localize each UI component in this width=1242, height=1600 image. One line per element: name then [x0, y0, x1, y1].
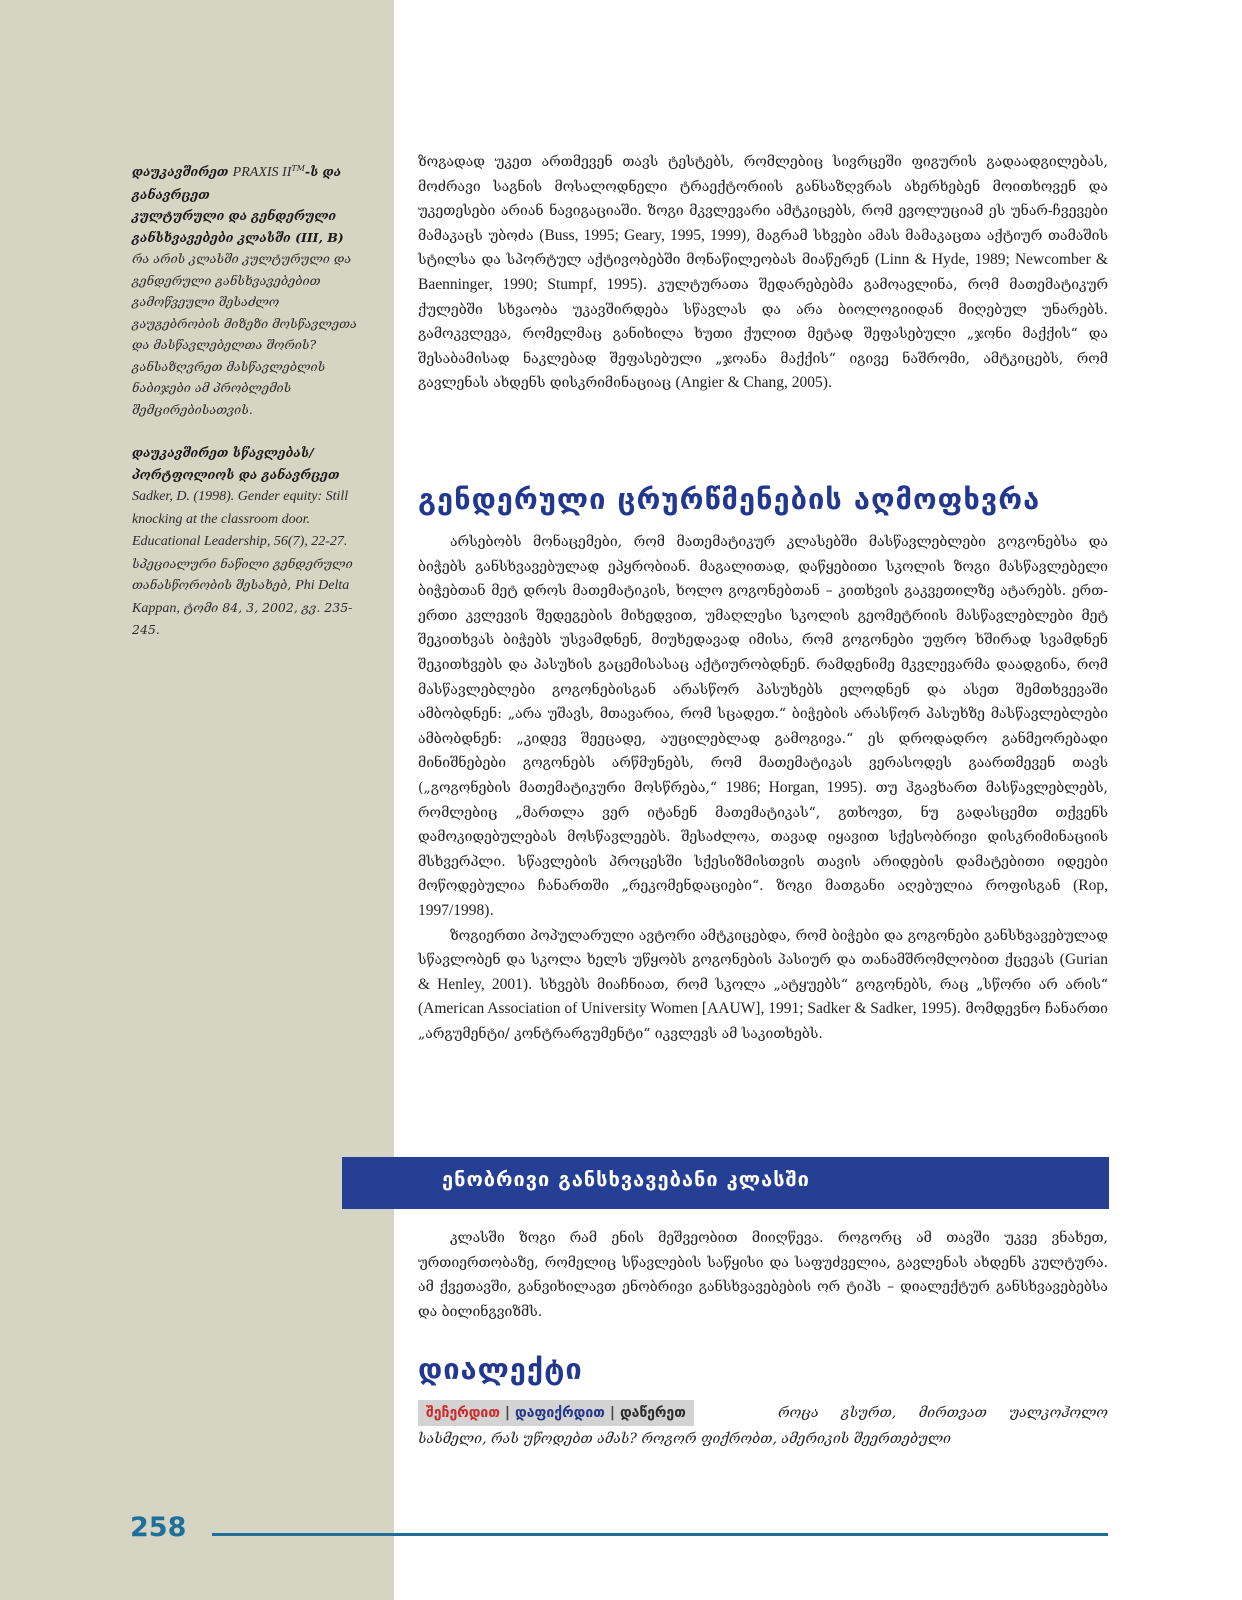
- reflection-prompt-text: როცა გსურთ, მირთვათ უალკოჰოლო სასმელი, რას უწოდებთ ამას? როგორ ფიქრობთ, ამერიკის შეერთებული: [418, 1405, 1108, 1447]
- citation: (Angier & Chang, 2005): [675, 374, 828, 392]
- sidebar-note-praxis: [132, 158, 370, 420]
- citation: (Buss, 1995; Geary, 1995, 1999): [539, 226, 747, 244]
- banner-title: ენობრივი განსხვავებანი კლასში: [442, 1167, 810, 1191]
- citation: (Gurian & Henley, 2001): [418, 951, 1108, 993]
- body-text: ზოგიერთი პოპულარული ავტორი ამტკიცებდა, რომ ბიჭები და გოგონები განსხვავებულად სწავლობენ და სკოლა ხელს უწყობს გოგონების პასიურ და თანამშრომლობით ქცევას: [418, 927, 1108, 969]
- note-portfolio-reference: Sadker, D. (1998). Gender equity: Still knocking at the classroom door. Educational Leadership, 56(7), 22-27.: [132, 489, 349, 549]
- section-gender-bias-body: [418, 530, 1108, 1046]
- intro-paragraph: [418, 150, 1108, 396]
- reflection-chip-bar: [418, 1400, 694, 1426]
- citation: (Linn & Hyde, 1989; Newcomber & Baenninger, 1990; Stumpf, 1995): [418, 251, 1108, 293]
- note-portfolio-journal: Phi Delta Kappan,: [132, 578, 350, 616]
- section-language-body: [418, 1226, 1108, 1324]
- note-praxis-label-tail: -ს და განავრცეთ: [132, 164, 342, 202]
- section-heading-gender-bias: გენდერული ცრურწმენების აღმოფხვრა: [418, 482, 1041, 516]
- chip-separator: |: [504, 1405, 511, 1421]
- chip-stop: შეჩერდით: [426, 1405, 500, 1421]
- note-portfolio-reference-ka: სპეციალური ნაწილი გენდერული თანასწორობის შესახებ,: [132, 555, 353, 592]
- language-paragraph: კლასში ზოგი რამ ენის მეშვეობით მიიღწევა. როგორც ამ თავში უკვე ვნახეთ, ურთიერთობაზე, რომელიც სწავლების საწყისი და საფუძველია, გავლენას ახდენს კულტურა. ამ ქვეთავში, განვიხილავთ ენობრივი განსხვავებების ორ ტიპს – დიალექტურ განსხვავებებსა და ბილინგვიზმს.: [418, 1230, 1108, 1320]
- note-praxis-label: დაუკავშირეთ: [132, 164, 233, 180]
- intro-text-3: . კულტურათა შედარებებმა გამოავლინა, რომ მათემატიკურ ქულებში სხვაობა უკავშირდება სწავლას და არა ბიოლოგიიდან მიღებულ უნარებს. გამოკვლევა, რომელმაც განიხილა ხუთი ქულით მეტად შეფასებული „ჯონი მაქქის“ და შესაბამისად ნაკლებად შეფასებული „ჯოანა მაქქის“ იგივე ნაშრომი, ამტკიცებს, რომ გავლენას ახდენს დისკრიმინაციაც: [418, 276, 1109, 392]
- body-text: . სხვებს მიაჩნიათ, რომ სკოლა „ატყუებს“ გოგონებს, რაც „სწორი არ არის“: [528, 976, 1108, 993]
- section-heading-dialect: დიალექტი: [418, 1352, 583, 1386]
- note-praxis-body: რა არის კლასში კულტურული და გენდერული განსხვავებებით გამოწვეული შესაძლო გაუგებრობის მიზეზი მოსწავლეთა და მასწავლებელთა შორის? განსაზღვრეთ მასწავლებლის ნაბიჯები ამ პრობლემის შემცირებისათვის.: [132, 251, 357, 417]
- chip-separator: |: [609, 1405, 615, 1421]
- gender-paragraph-2: [418, 924, 1108, 1047]
- body-text: არსებობს მონაცემები, რომ მათემატიკურ კლასებში მასწავლებლები გოგონებსა და ბიჭებს განსხვავებულად ეპყრობიან. მაგალითად, დაწყებითი სკოლის ზოგი მასწავლებელი ბიჭებთან მეტ დროს მათემატიკის, ხოლო გოგონებთან – კითხვის გაკვეთილზე ატარებს. ერთ-ერთი კვლევის შედეგების მიხედვით, უმაღლესი სკოლის გეომეტრიის მასწავლებლები მეტ შეკითხვას ბიჭებს უსვამდნენ, მიუხედავად იმისა, რომ გოგონები უფრო ხშირად სვამდნენ შეკითხვებს და პასუხის გაცემისასაც აქტიურობდნენ. რამდენიმე მკვლევარმა დაადგინა, რომ მასწავლებლები გოგონებისგან არასწორ პასუხებს ელოდნენ და ასეთ შემთხვევაში ამბობდნენ: „არა უშავს, მთავარია, რომ სცადეთ.“ ბიჭების არასწორ პასუხზე მასწავლებლები ამბობდნენ: „კიდევ შეეცადე, აუცილებლად გამოგივა.“ ეს დროდადრო განმეორებადი მინიშნებები გოგონებს არწმუნებს, რომ მათემატიკას ვერასოდეს გაართმევენ თავს („გოგონების მათემატიკური მოსწრება,“: [418, 534, 1108, 796]
- page-number: 258: [130, 1512, 187, 1543]
- citation: (American Association of University Women [AAUW], 1991; Sadker & Sadker, 1995): [418, 1000, 957, 1018]
- footer-rule: [212, 1533, 1108, 1536]
- citation: 1986; Horgan, 1995): [725, 778, 863, 796]
- chip-write: დაწერეთ: [619, 1405, 686, 1421]
- section-banner: [342, 1157, 1109, 1209]
- body-text: .: [489, 902, 494, 919]
- gender-paragraph-1: [418, 530, 1108, 924]
- citation: (Rop, 1997/1998): [418, 877, 1108, 919]
- intro-text-2: , მაგრამ სხვები ამას მამაკაცთა აქტიურ თამაშის სტილსა და სპორტულ აქტივობებში მონაწილეობას მიაწერენ: [418, 227, 1108, 269]
- intro-text-4: .: [827, 375, 833, 392]
- sidebar-note-portfolio: [132, 442, 370, 641]
- note-praxis-tm: TM: [291, 164, 305, 173]
- note-portfolio-tail: ტომი 84, 3, 2002, გვ. 235-245.: [132, 599, 353, 637]
- chip-think: დაფიქრდით: [515, 1405, 605, 1421]
- body-text: . თუ ჰგავხართ მასწავლებლებს, რომლებიც „მართლა ვერ იტანენ მათემატიკას“, გთხოვთ, ნუ გადასცემთ თქვენს დამოკიდებულებას მოსწავლეებს. შესაძლოა, თავად იყავით სქესობრივი დისკრიმინაციის მსხვერპლი. სწავლების პროცესში სქესიზმისთვის თავის არიდების დამატებითი იდეები მოწოდებულია ჩანართში „რეკომენდაციები“. ზოგი მათგანი აღებულია როფისგან: [418, 779, 1109, 895]
- body-text: . მომდევნო ჩანართი „არგუმენტი/ კონტრარგუმენტი“ იკვლევს ამ საკითხებს.: [418, 1001, 1108, 1042]
- intro-text-1: ზოგადად უკეთ ართმევენ თავს ტესტებს, რომლებიც სივრცეში ფიგურის გადაადგილებას, მოძრავი საგნის მოსალოდნელი ტრაექტორიის განსაზღვრას ახერხებენ მოითხოვენ და უკეთესები არიან ნავიგაციაში. ზოგი მკვლევარი ამტკიცებს, რომ ევოლუციამ ეს უნარ-ჩვევები მამაკაცს უბოძა: [418, 154, 1108, 244]
- note-praxis-topic: კულტურული და გენდერული განსხვავებები კლასში (III, B): [132, 208, 344, 245]
- note-portfolio-label: დაუკავშირეთ სწავლებას/პორტფოლიოს და განავრცეთ: [132, 445, 340, 482]
- note-praxis-code: PRAXIS II: [232, 165, 292, 181]
